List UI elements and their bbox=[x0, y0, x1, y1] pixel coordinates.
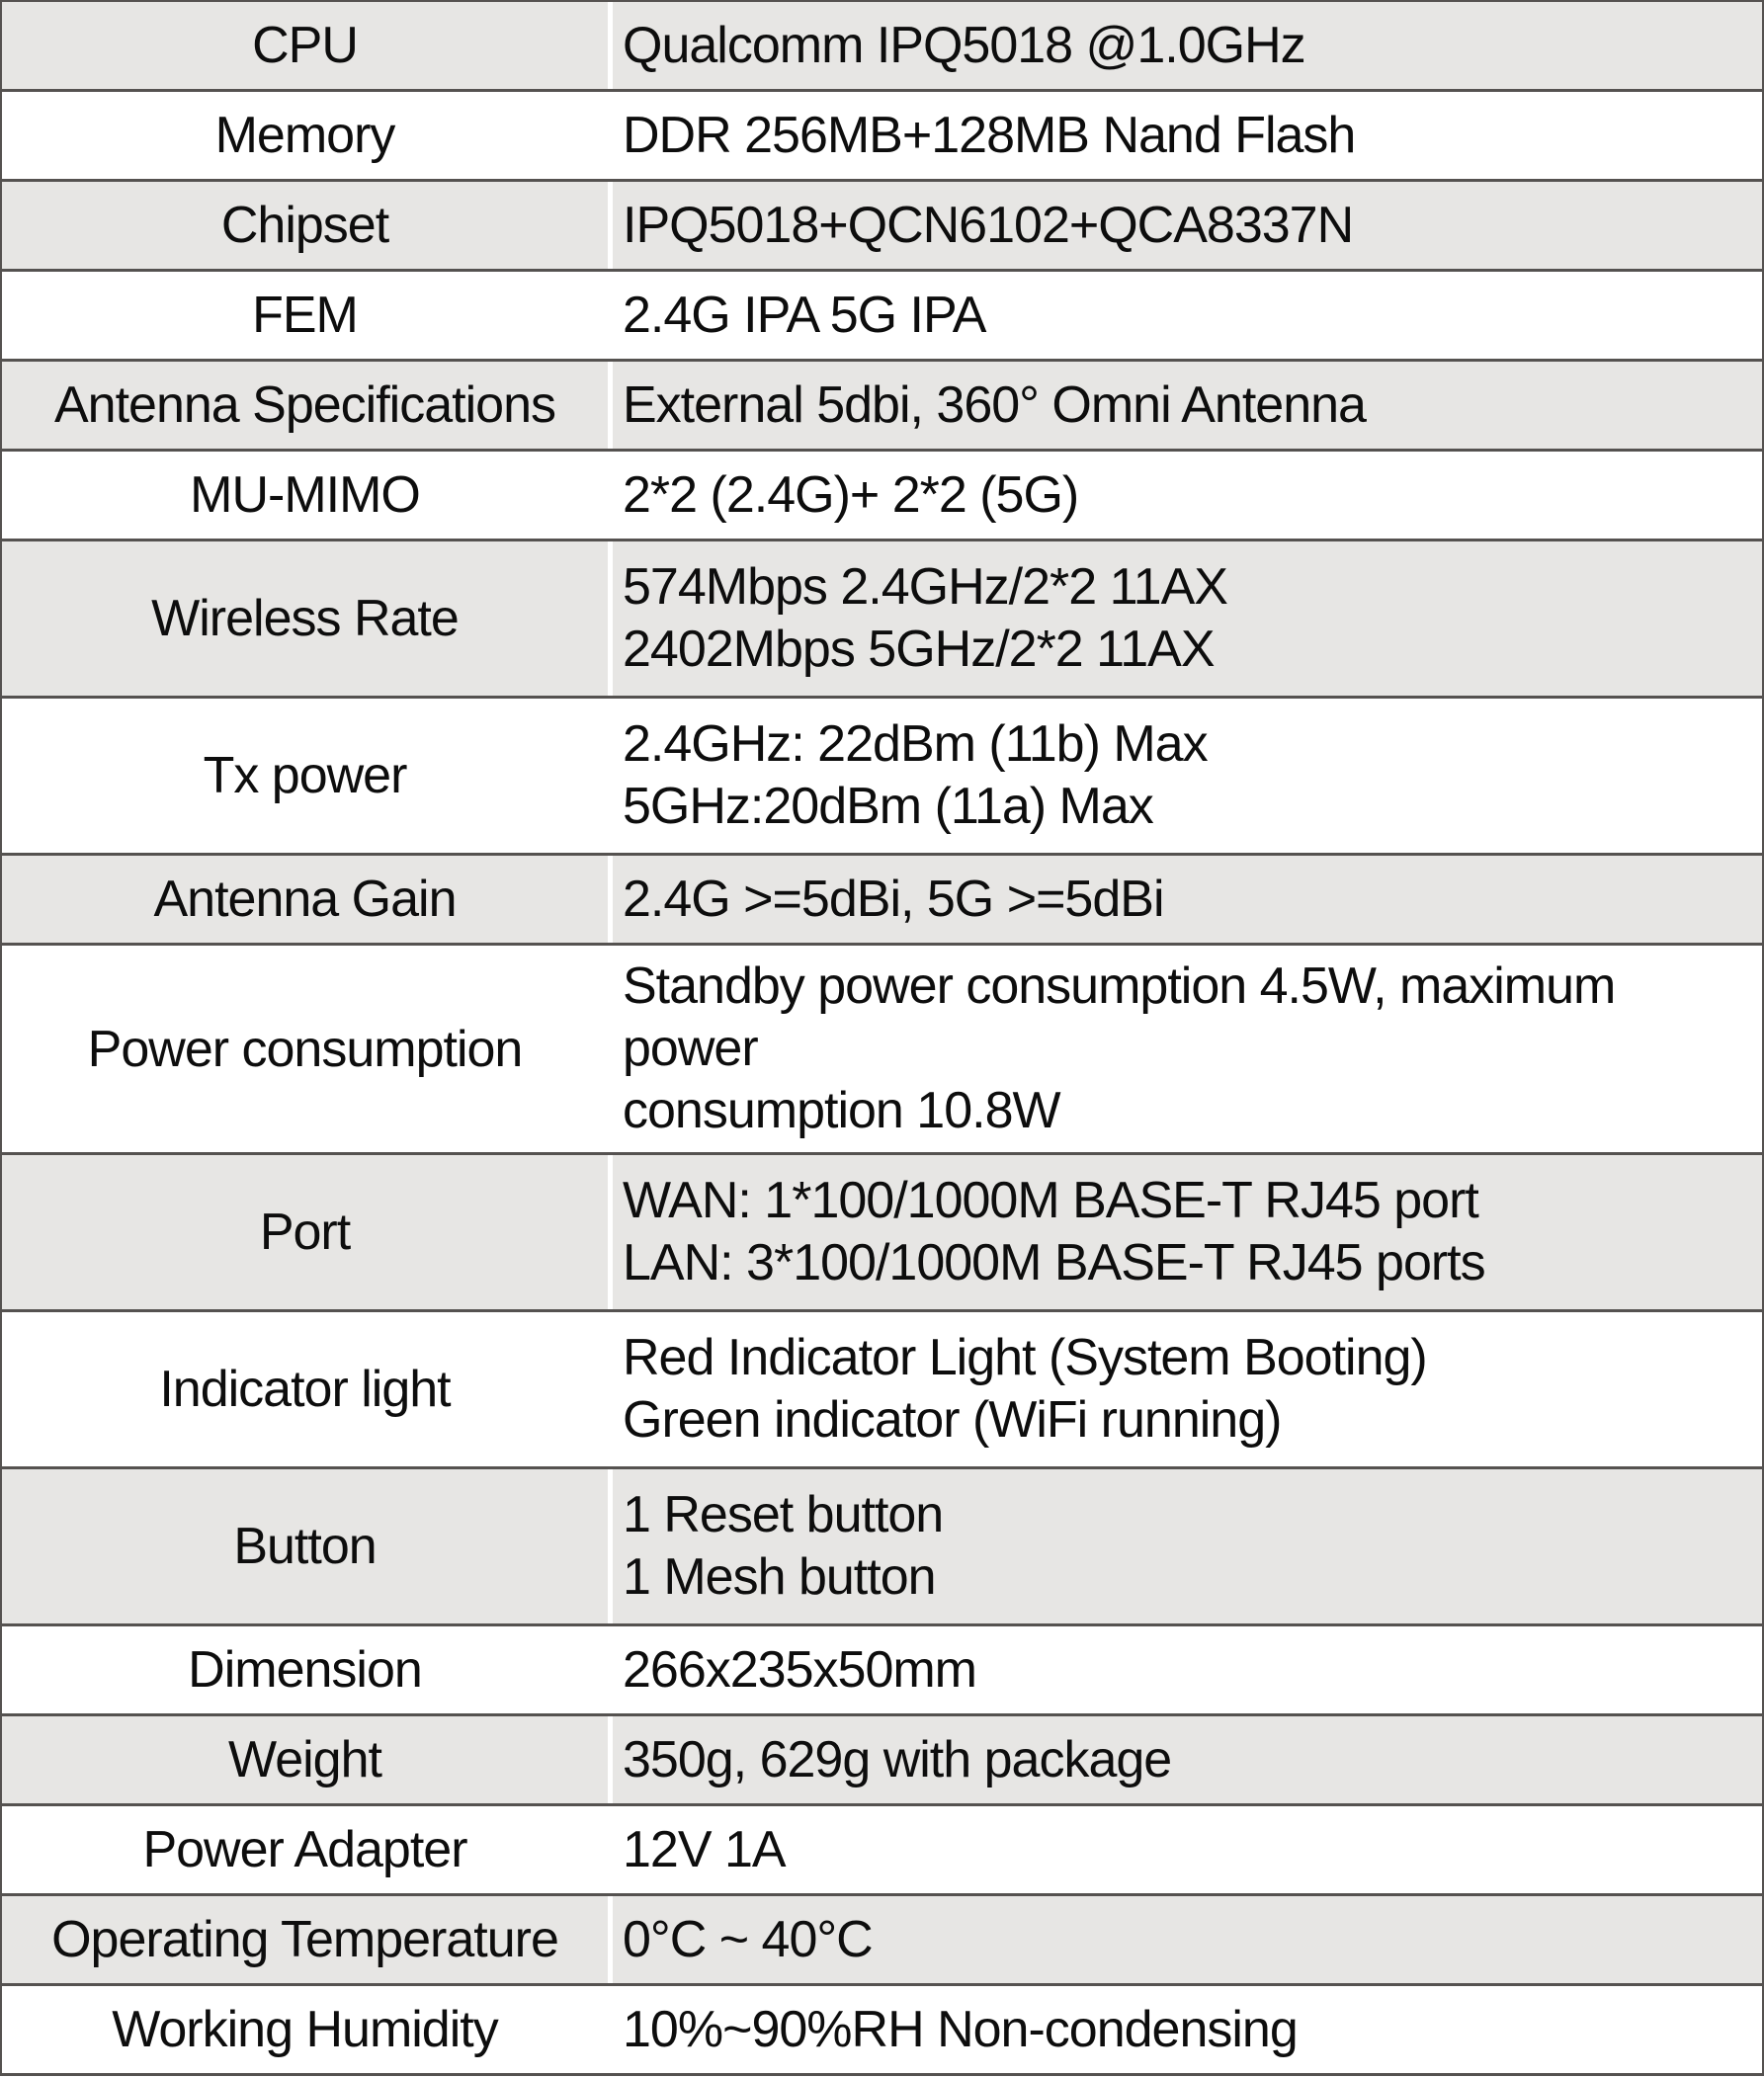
spec-value-line: 2.4G >=5dBi, 5G >=5dBi bbox=[623, 870, 1164, 928]
spec-value bbox=[613, 541, 1762, 696]
spec-value-line: External 5dbi, 360° Omni Antenna bbox=[623, 375, 1366, 434]
table-row bbox=[2, 1716, 1762, 1806]
table-row bbox=[2, 362, 1762, 452]
spec-value bbox=[613, 1806, 1762, 1893]
spec-label: CPU bbox=[2, 2, 613, 89]
spec-value bbox=[613, 272, 1762, 359]
spec-label: Port bbox=[2, 1155, 613, 1309]
spec-value-line: LAN: 3*100/1000M BASE-T RJ45 ports bbox=[623, 1234, 1485, 1291]
table-row bbox=[2, 272, 1762, 362]
spec-label: Tx power bbox=[2, 699, 613, 853]
spec-value-line: Standby power consumption 4.5W, maximum power bbox=[623, 957, 1616, 1077]
spec-label: MU-MIMO bbox=[2, 452, 613, 539]
spec-value-line: Qualcomm IPQ5018 @1.0GHz bbox=[623, 16, 1305, 74]
spec-label: Power Adapter bbox=[2, 1806, 613, 1893]
spec-label: Power consumption bbox=[2, 946, 613, 1152]
spec-label: Button bbox=[2, 1469, 613, 1623]
spec-value-line: 2402Mbps 5GHz/2*2 11AX bbox=[623, 621, 1215, 678]
table-row bbox=[2, 699, 1762, 856]
table-row bbox=[2, 856, 1762, 946]
spec-value-line: WAN: 1*100/1000M BASE-T RJ45 port bbox=[623, 1172, 1478, 1229]
table-row bbox=[2, 1896, 1762, 1986]
spec-value-line: 1 Mesh button bbox=[623, 1548, 936, 1606]
spec-value bbox=[613, 946, 1762, 1152]
table-row bbox=[2, 92, 1762, 182]
spec-value-line: 2*2 (2.4G)+ 2*2 (5G) bbox=[623, 465, 1079, 524]
table-row bbox=[2, 946, 1762, 1155]
spec-value bbox=[613, 1986, 1762, 2073]
spec-label: Weight bbox=[2, 1716, 613, 1803]
spec-value bbox=[613, 182, 1762, 269]
spec-value bbox=[613, 1626, 1762, 1713]
spec-value-line: 266x235x50mm bbox=[623, 1640, 976, 1699]
spec-label: FEM bbox=[2, 272, 613, 359]
spec-value-line: 0°C ~ 40°C bbox=[623, 1910, 873, 1968]
table-row bbox=[2, 541, 1762, 699]
table-row bbox=[2, 1626, 1762, 1716]
spec-value-line: 2.4G IPA 5G IPA bbox=[623, 286, 986, 344]
table-row bbox=[2, 1155, 1762, 1312]
spec-value-line: 10%~90%RH Non-condensing bbox=[623, 2000, 1298, 2058]
table-row bbox=[2, 1986, 1762, 2076]
table-row bbox=[2, 1806, 1762, 1896]
spec-value-line: 1 Reset button bbox=[623, 1486, 944, 1543]
table-row bbox=[2, 1312, 1762, 1469]
spec-label: Working Humidity bbox=[2, 1986, 613, 2073]
spec-value-line: 350g, 629g with package bbox=[623, 1730, 1172, 1788]
spec-label: Dimension bbox=[2, 1626, 613, 1713]
table-row bbox=[2, 452, 1762, 541]
spec-label: Wireless Rate bbox=[2, 541, 613, 696]
spec-label: Memory bbox=[2, 92, 613, 179]
spec-value-line: IPQ5018+QCN6102+QCA8337N bbox=[623, 196, 1354, 254]
spec-value-line: Red Indicator Light (System Booting) bbox=[623, 1329, 1427, 1386]
spec-label: Chipset bbox=[2, 182, 613, 269]
spec-value-line: 2.4GHz: 22dBm (11b) Max bbox=[623, 715, 1208, 773]
spec-value bbox=[613, 1155, 1762, 1309]
spec-value bbox=[613, 1312, 1762, 1466]
spec-value-line: 12V 1A bbox=[623, 1820, 786, 1878]
spec-value bbox=[613, 2, 1762, 89]
spec-value bbox=[613, 1716, 1762, 1803]
table-row bbox=[2, 182, 1762, 272]
spec-value bbox=[613, 362, 1762, 449]
spec-value-line: 5GHz:20dBm (11a) Max bbox=[623, 778, 1153, 835]
spec-value bbox=[613, 1469, 1762, 1623]
spec-label: Antenna Specifications bbox=[2, 362, 613, 449]
spec-value bbox=[613, 856, 1762, 943]
spec-label: Operating Temperature bbox=[2, 1896, 613, 1983]
spec-value-line: 574Mbps 2.4GHz/2*2 11AX bbox=[623, 558, 1227, 616]
table-row bbox=[2, 1469, 1762, 1626]
spec-label: Antenna Gain bbox=[2, 856, 613, 943]
spec-value-line: consumption 10.8W bbox=[623, 1082, 1060, 1139]
spec-value bbox=[613, 452, 1762, 539]
spec-value bbox=[613, 1896, 1762, 1983]
spec-value bbox=[613, 92, 1762, 179]
table-row bbox=[2, 2, 1762, 92]
spec-value-line: DDR 256MB+128MB Nand Flash bbox=[623, 106, 1356, 164]
spec-label: Indicator light bbox=[2, 1312, 613, 1466]
spec-value bbox=[613, 699, 1762, 853]
spec-value-line: Green indicator (WiFi running) bbox=[623, 1391, 1282, 1449]
